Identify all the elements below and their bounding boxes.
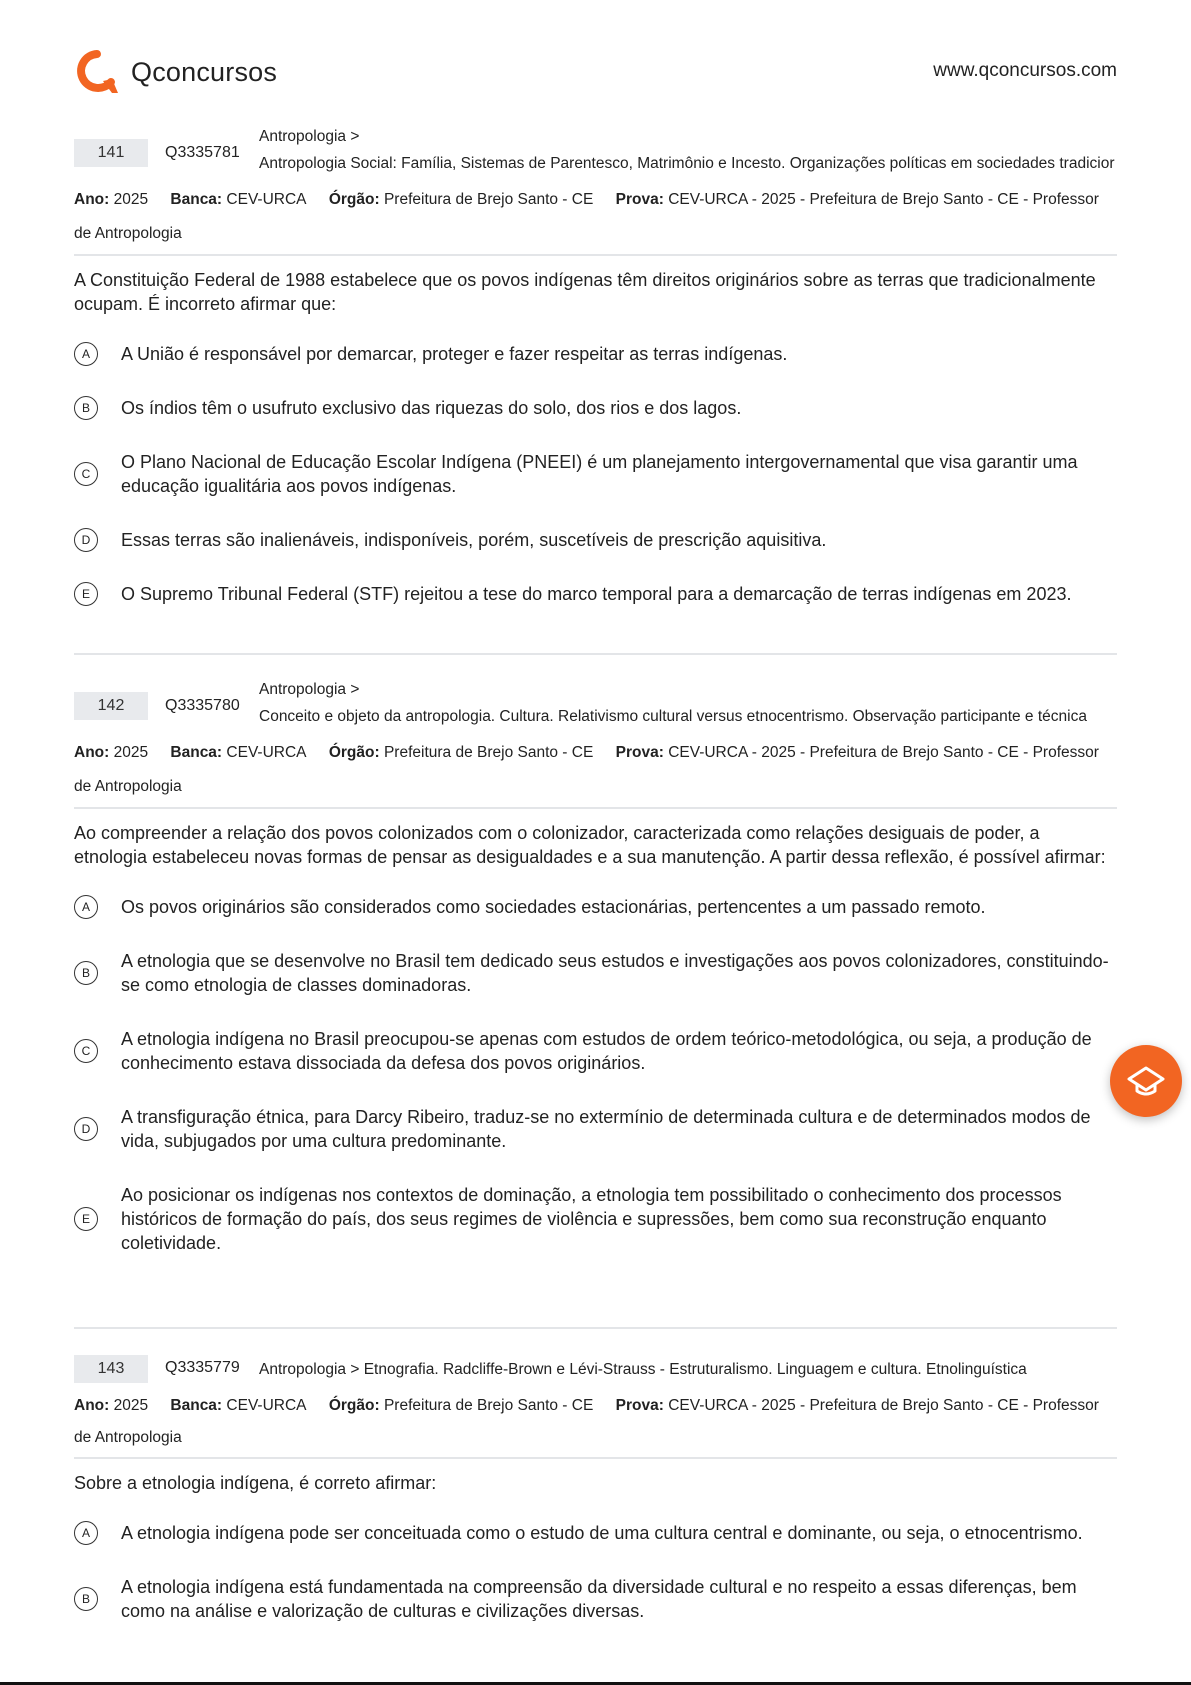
options-list <box>74 1521 1117 1623</box>
option-letter[interactable]: E <box>74 582 98 606</box>
question-id[interactable]: Q3335781 <box>165 144 240 161</box>
option-b[interactable] <box>74 1575 1117 1623</box>
label-ano: Ano: <box>74 1397 110 1414</box>
question-subject-main[interactable]: Antropologia > <box>259 128 360 145</box>
option-a[interactable] <box>74 1521 1117 1545</box>
meta-prova: CEV-URCA - 2025 - Prefeitura de Brejo Santo - CE - Professor de Antropologia <box>74 191 1099 242</box>
label-orgao: Órgão: <box>328 191 380 208</box>
option-letter[interactable]: C <box>74 462 98 486</box>
option-letter[interactable]: D <box>74 1117 98 1141</box>
graduation-cap-icon <box>1126 1061 1166 1101</box>
question-meta <box>74 1390 1117 1454</box>
label-orgao: Órgão: <box>328 744 380 761</box>
question-142 <box>74 676 1117 1285</box>
meta-banca: CEV-URCA <box>226 1397 307 1414</box>
option-text: Ao posicionar os indígenas nos contextos de dominação, a etnologia tem possibilitado o conhecimento dos processos históricos de formação do país, dos seus regimes de violência e supressões, bem como sua reconstrução enquanto coletividade. <box>121 1185 1062 1253</box>
option-text: Essas terras são inalienáveis, indisponíveis, porém, suscetíveis de prescrição aquisitiva. <box>121 530 827 550</box>
question-141 <box>74 123 1117 636</box>
option-letter[interactable]: B <box>74 961 98 985</box>
option-b[interactable] <box>74 949 1117 997</box>
question-id[interactable]: Q3335779 <box>165 1359 240 1376</box>
question-divider <box>74 1327 1117 1329</box>
label-orgao: Órgão: <box>328 1397 380 1414</box>
option-letter[interactable]: C <box>74 1039 98 1063</box>
option-d[interactable] <box>74 1105 1117 1153</box>
option-text: A União é responsável por demarcar, proteger e fazer respeitar as terras indígenas. <box>121 344 788 364</box>
meta-banca: CEV-URCA <box>226 191 307 208</box>
question-divider <box>74 653 1117 655</box>
option-letter[interactable]: B <box>74 1587 98 1611</box>
option-text: O Supremo Tribunal Federal (STF) rejeitou a tese do marco temporal para a demarcação de terras indígenas em 2023. <box>121 584 1072 604</box>
option-a[interactable] <box>74 342 1117 366</box>
option-text: Os índios têm o usufruto exclusivo das riquezas do solo, dos rios e dos lagos. <box>121 398 742 418</box>
option-c[interactable] <box>74 1027 1117 1075</box>
question-subject-main[interactable]: Antropologia > <box>259 681 360 698</box>
label-prova: Prova: <box>615 1397 664 1414</box>
option-text: Os povos originários são considerados como sociedades estacionárias, pertencentes a um passado remoto. <box>121 897 986 917</box>
label-prova: Prova: <box>615 744 664 761</box>
qconcursos-logo-icon <box>74 49 120 95</box>
question-text: Sobre a etnologia indígena, é correto afirmar: <box>74 1473 437 1493</box>
option-letter[interactable]: B <box>74 396 98 420</box>
option-letter[interactable]: A <box>74 1521 98 1545</box>
question-meta <box>74 736 1117 804</box>
question-subject-topic[interactable]: Antropologia Social: Família, Sistemas de Parentesco, Matrimônio e Incesto. Organizações políticas em sociedades tradicior <box>259 155 1115 172</box>
question-143 <box>74 1352 1117 1653</box>
question-id[interactable]: Q3335780 <box>165 697 240 714</box>
meta-ano: 2025 <box>113 1397 149 1414</box>
option-letter[interactable]: A <box>74 342 98 366</box>
label-banca: Banca: <box>170 191 223 208</box>
label-banca: Banca: <box>170 1397 223 1414</box>
question-text: A Constituição Federal de 1988 estabelece que os povos indígenas têm direitos originários sobre as terras que tradicionalmente ocupam. É incorreto afirmar que: <box>74 270 1096 314</box>
option-letter[interactable]: A <box>74 895 98 919</box>
brand-logo[interactable] <box>74 48 277 96</box>
option-e[interactable] <box>74 582 1117 606</box>
option-letter[interactable]: D <box>74 528 98 552</box>
meta-orgao: Prefeitura de Brejo Santo - CE <box>383 1397 594 1414</box>
label-banca: Banca: <box>170 744 223 761</box>
option-a[interactable] <box>74 895 1117 919</box>
option-text: A etnologia indígena no Brasil preocupou-se apenas com estudos de ordem teórico-metodológica, ou seja, a produção de conhecimento estava dissociada da defesa dos povos originários. <box>121 1029 1092 1073</box>
options-list <box>74 342 1117 606</box>
question-text: Ao compreender a relação dos povos colonizados com o colonizador, caracterizada como relações desiguais de poder, a etnologia estabeleceu novas formas de pensar as desigualdades e a sua manutenção. A partir dessa reflexão, é possível afirmar: <box>74 823 1106 867</box>
question-number: 141 <box>74 139 148 167</box>
question-meta <box>74 183 1117 251</box>
option-c[interactable] <box>74 450 1117 498</box>
question-subject-main[interactable]: Antropologia > Etnografia. Radcliffe-Brown e Lévi-Strauss - Estruturalismo. Linguagem e cultura. Etnolinguística <box>259 1361 1027 1378</box>
meta-banca: CEV-URCA <box>226 744 307 761</box>
question-number: 143 <box>74 1355 148 1383</box>
study-fab-button[interactable] <box>1110 1045 1182 1117</box>
page-header <box>74 48 1117 96</box>
label-ano: Ano: <box>74 191 110 208</box>
site-url[interactable]: www.qconcursos.com <box>933 60 1117 81</box>
options-list <box>74 895 1117 1255</box>
option-text: A transfiguração étnica, para Darcy Ribeiro, traduz-se no extermínio de determinada cultura e de determinados modos de vida, subjugados por uma cultura predominante. <box>121 1107 1091 1151</box>
option-text: A etnologia indígena pode ser conceituada como o estudo de uma cultura central e dominante, ou seja, o etnocentrismo. <box>121 1523 1083 1543</box>
meta-ano: 2025 <box>113 744 149 761</box>
meta-orgao: Prefeitura de Brejo Santo - CE <box>383 744 594 761</box>
question-number: 142 <box>74 692 148 720</box>
meta-prova: CEV-URCA - 2025 - Prefeitura de Brejo Santo - CE - Professor de Antropologia <box>74 744 1099 795</box>
label-ano: Ano: <box>74 744 110 761</box>
option-e[interactable] <box>74 1183 1117 1255</box>
brand-name: Qconcursos <box>131 56 278 87</box>
option-text: O Plano Nacional de Educação Escolar Indígena (PNEEI) é um planejamento intergovernamental que visa garantir uma educação igualitária aos povos indígenas. <box>121 452 1078 496</box>
question-subject-topic[interactable]: Conceito e objeto da antropologia. Cultura. Relativismo cultural versus etnocentrismo. Observação participante e técnica <box>259 708 1087 725</box>
option-letter[interactable]: E <box>74 1207 98 1231</box>
option-b[interactable] <box>74 396 1117 420</box>
option-d[interactable] <box>74 528 1117 552</box>
label-prova: Prova: <box>615 191 664 208</box>
option-text: A etnologia que se desenvolve no Brasil tem dedicado seus estudos e investigações aos povos colonizadores, constituindo-se como etnologia de classes dominadoras. <box>121 951 1109 995</box>
meta-prova: CEV-URCA - 2025 - Prefeitura de Brejo Santo - CE - Professor de Antropologia <box>74 1397 1099 1446</box>
option-text: A etnologia indígena está fundamentada na compreensão da diversidade cultural e no respeito a essas diferenças, bem como na análise e valorização de culturas e civilizações diversas. <box>121 1577 1077 1621</box>
meta-orgao: Prefeitura de Brejo Santo - CE <box>383 191 594 208</box>
meta-ano: 2025 <box>113 191 149 208</box>
